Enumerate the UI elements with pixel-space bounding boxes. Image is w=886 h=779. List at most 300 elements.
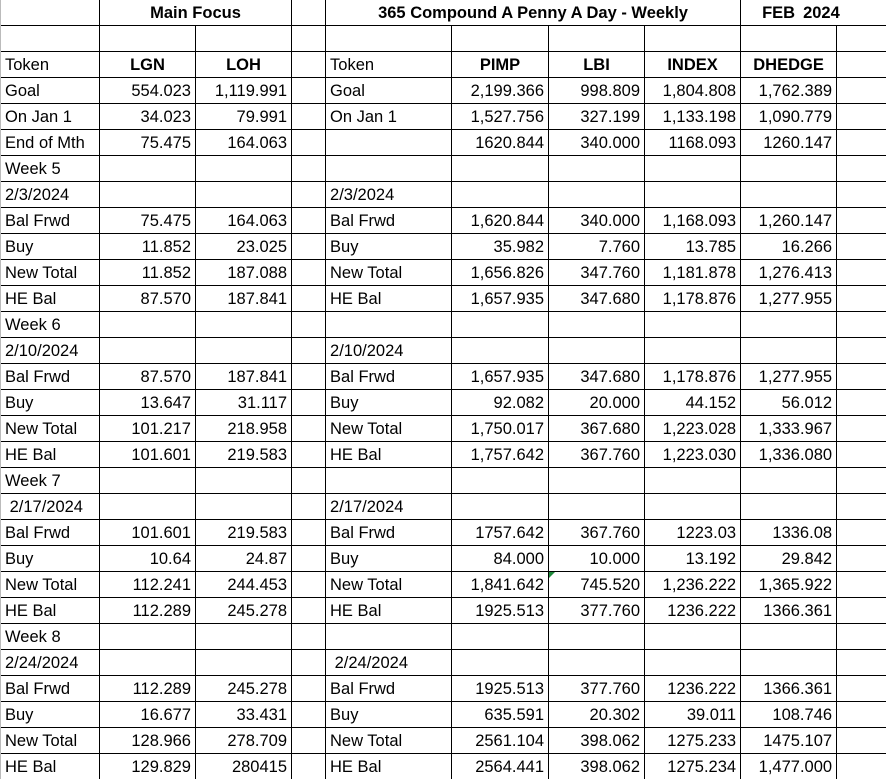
value-cell[interactable]: 377.760 — [549, 598, 645, 624]
row-label[interactable]: Bal Frwd — [326, 520, 452, 546]
week-date-right[interactable]: 2/3/2024 — [326, 182, 452, 208]
value-cell[interactable]: 1757.642 — [452, 520, 549, 546]
empty-cell[interactable] — [549, 156, 645, 182]
value-cell[interactable]: 1,757.642 — [452, 442, 549, 468]
value-cell[interactable]: 1,276.413 — [741, 260, 837, 286]
value-cell[interactable]: 187.088 — [196, 260, 292, 286]
empty-cell[interactable] — [837, 52, 886, 78]
empty-cell[interactable] — [837, 520, 886, 546]
row-label[interactable]: On Jan 1 — [1, 104, 100, 130]
main-focus-title[interactable]: Main Focus — [100, 0, 292, 26]
value-cell[interactable]: 635.591 — [452, 702, 549, 728]
value-cell[interactable]: 56.012 — [741, 390, 837, 416]
value-cell[interactable]: 219.583 — [196, 520, 292, 546]
value-cell[interactable]: 1,841.642 — [452, 572, 549, 598]
value-cell[interactable]: 7.760 — [549, 234, 645, 260]
empty-cell[interactable] — [452, 182, 549, 208]
value-cell[interactable]: 347.680 — [549, 364, 645, 390]
empty-cell[interactable] — [292, 442, 326, 468]
empty-cell[interactable] — [196, 650, 292, 676]
empty-cell[interactable] — [196, 312, 292, 338]
value-cell[interactable]: 1,365.922 — [741, 572, 837, 598]
row-label[interactable]: Buy — [326, 546, 452, 572]
value-cell[interactable]: 1620.844 — [452, 130, 549, 156]
row-label[interactable]: New Total — [1, 728, 100, 754]
empty-cell[interactable] — [549, 26, 645, 52]
value-cell[interactable]: 13.192 — [645, 546, 741, 572]
week-label[interactable]: Week 6 — [1, 312, 100, 338]
row-label[interactable]: Bal Frwd — [1, 208, 100, 234]
empty-cell[interactable] — [549, 650, 645, 676]
value-cell[interactable]: 367.760 — [549, 520, 645, 546]
value-cell[interactable]: 1,750.017 — [452, 416, 549, 442]
empty-cell[interactable] — [837, 754, 886, 779]
value-cell[interactable]: 128.966 — [100, 728, 196, 754]
empty-cell[interactable] — [292, 104, 326, 130]
value-cell[interactable]: 367.680 — [549, 416, 645, 442]
value-cell[interactable]: 101.601 — [100, 442, 196, 468]
empty-cell[interactable] — [292, 312, 326, 338]
value-cell[interactable]: 92.082 — [452, 390, 549, 416]
value-cell[interactable]: 101.601 — [100, 520, 196, 546]
empty-cell[interactable] — [837, 442, 886, 468]
row-label[interactable]: New Total — [326, 416, 452, 442]
row-label[interactable]: Bal Frwd — [326, 364, 452, 390]
empty-cell[interactable] — [837, 312, 886, 338]
summary-row — [1, 78, 886, 104]
value-cell[interactable]: 1,336.080 — [741, 442, 837, 468]
column-header-index[interactable]: INDEX — [645, 52, 741, 78]
row-label[interactable]: New Total — [1, 260, 100, 286]
empty-cell[interactable] — [549, 624, 645, 650]
empty-cell[interactable] — [645, 156, 741, 182]
value-cell[interactable]: 340.000 — [549, 208, 645, 234]
row-label[interactable]: New Total — [1, 416, 100, 442]
row-label[interactable]: New Total — [326, 572, 452, 598]
week-date-right[interactable]: 2/17/2024 — [326, 494, 452, 520]
row-label[interactable]: Bal Frwd — [1, 364, 100, 390]
empty-cell[interactable] — [100, 338, 196, 364]
value-cell[interactable]: 998.809 — [549, 78, 645, 104]
empty-cell[interactable] — [837, 234, 886, 260]
week-date-left[interactable]: 2/10/2024 — [1, 338, 100, 364]
value-cell[interactable]: 1,657.935 — [452, 364, 549, 390]
month-year-label[interactable] — [741, 0, 886, 26]
value-cell[interactable]: 1,477.000 — [741, 754, 837, 779]
value-cell[interactable]: 1223.03 — [645, 520, 741, 546]
week-label[interactable]: Week 8 — [1, 624, 100, 650]
column-header-pimp[interactable]: PIMP — [452, 52, 549, 78]
column-header-dhedge[interactable]: DHEDGE — [741, 52, 837, 78]
empty-cell[interactable] — [100, 182, 196, 208]
empty-cell[interactable] — [549, 338, 645, 364]
row-label[interactable]: Bal Frwd — [1, 520, 100, 546]
value-cell[interactable]: 398.062 — [549, 754, 645, 779]
value-cell[interactable]: 75.475 — [100, 130, 196, 156]
empty-cell[interactable] — [837, 546, 886, 572]
value-cell[interactable]: 164.063 — [196, 130, 292, 156]
value-cell[interactable]: 16.266 — [741, 234, 837, 260]
empty-cell[interactable] — [645, 182, 741, 208]
empty-cell[interactable] — [196, 156, 292, 182]
value-cell[interactable]: 10.000 — [549, 546, 645, 572]
empty-cell[interactable] — [837, 702, 886, 728]
empty-cell[interactable] — [549, 494, 645, 520]
empty-cell[interactable] — [292, 286, 326, 312]
empty-cell[interactable] — [292, 364, 326, 390]
empty-cell[interactable] — [292, 338, 326, 364]
week-label-row — [1, 156, 886, 182]
empty-cell[interactable] — [452, 26, 549, 52]
week-label[interactable]: Week 5 — [1, 156, 100, 182]
empty-cell[interactable] — [452, 624, 549, 650]
value-cell[interactable]: 1168.093 — [645, 130, 741, 156]
empty-cell[interactable] — [837, 676, 886, 702]
value-cell[interactable]: 112.289 — [100, 598, 196, 624]
row-label[interactable]: HE Bal — [1, 286, 100, 312]
value-cell[interactable]: 327.199 — [549, 104, 645, 130]
row-label[interactable]: Buy — [326, 234, 452, 260]
token-header[interactable]: Token — [326, 52, 452, 78]
value-cell[interactable]: 278.709 — [196, 728, 292, 754]
week-label[interactable]: Week 7 — [1, 468, 100, 494]
empty-cell[interactable] — [292, 650, 326, 676]
empty-cell[interactable] — [645, 650, 741, 676]
value-cell[interactable]: 34.023 — [100, 104, 196, 130]
empty-cell[interactable] — [837, 260, 886, 286]
column-header-lbi[interactable]: LBI — [549, 52, 645, 78]
value-cell[interactable]: 1,762.389 — [741, 78, 837, 104]
row-label[interactable]: Goal — [1, 78, 100, 104]
empty-cell[interactable] — [292, 546, 326, 572]
empty-cell[interactable] — [292, 0, 326, 26]
empty-cell[interactable] — [292, 234, 326, 260]
value-cell[interactable]: 1275.234 — [645, 754, 741, 779]
row-label[interactable]: Buy — [1, 390, 100, 416]
value-cell[interactable]: 1236.222 — [645, 676, 741, 702]
empty-cell[interactable] — [292, 416, 326, 442]
value-cell[interactable]: 1,620.844 — [452, 208, 549, 234]
row-label[interactable]: HE Bal — [326, 598, 452, 624]
row-label[interactable]: Buy — [326, 702, 452, 728]
row-label[interactable]: Buy — [1, 234, 100, 260]
empty-cell[interactable] — [837, 130, 886, 156]
value-cell[interactable]: 1925.513 — [452, 676, 549, 702]
empty-cell[interactable] — [292, 182, 326, 208]
row-label[interactable]: HE Bal — [326, 442, 452, 468]
empty-cell[interactable] — [452, 312, 549, 338]
empty-cell[interactable] — [292, 78, 326, 104]
value-cell[interactable]: 280415 — [196, 754, 292, 779]
empty-cell[interactable] — [645, 468, 741, 494]
empty-cell[interactable] — [549, 468, 645, 494]
row-label[interactable]: Goal — [326, 78, 452, 104]
value-cell[interactable]: 1336.08 — [741, 520, 837, 546]
week-data-row — [1, 260, 886, 286]
value-cell[interactable]: 1260.147 — [741, 130, 837, 156]
empty-cell[interactable] — [326, 468, 452, 494]
row-label[interactable]: Bal Frwd — [326, 676, 452, 702]
empty-cell[interactable] — [292, 754, 326, 779]
value-cell[interactable]: 75.475 — [100, 208, 196, 234]
value-cell[interactable]: 1236.222 — [645, 598, 741, 624]
value-cell[interactable]: 1,090.779 — [741, 104, 837, 130]
empty-cell[interactable] — [645, 624, 741, 650]
empty-cell[interactable] — [741, 338, 837, 364]
value-cell[interactable]: 11.852 — [100, 234, 196, 260]
empty-cell[interactable] — [741, 624, 837, 650]
value-cell[interactable]: 2,199.366 — [452, 78, 549, 104]
empty-cell[interactable] — [452, 468, 549, 494]
empty-cell[interactable] — [741, 26, 837, 52]
value-cell[interactable]: 11.852 — [100, 260, 196, 286]
empty-cell[interactable] — [292, 572, 326, 598]
value-cell[interactable]: 1,804.808 — [645, 78, 741, 104]
empty-cell[interactable] — [326, 156, 452, 182]
empty-cell[interactable] — [292, 26, 326, 52]
token-header[interactable]: Token — [1, 52, 100, 78]
empty-cell[interactable] — [100, 624, 196, 650]
row-label[interactable] — [326, 130, 452, 156]
empty-cell[interactable] — [837, 364, 886, 390]
value-cell[interactable]: 33.431 — [196, 702, 292, 728]
value-cell[interactable]: 13.647 — [100, 390, 196, 416]
value-cell[interactable]: 1,223.028 — [645, 416, 741, 442]
value-cell[interactable]: 398.062 — [549, 728, 645, 754]
row-label[interactable]: HE Bal — [326, 286, 452, 312]
row-label[interactable]: On Jan 1 — [326, 104, 452, 130]
week-date-left[interactable]: 2/17/2024 — [1, 494, 100, 520]
empty-cell[interactable] — [837, 208, 886, 234]
row-label[interactable]: HE Bal — [326, 754, 452, 779]
value-cell[interactable]: 187.841 — [196, 286, 292, 312]
row-label[interactable]: New Total — [1, 572, 100, 598]
empty-cell[interactable] — [100, 494, 196, 520]
value-cell[interactable]: 340.000 — [549, 130, 645, 156]
value-cell[interactable]: 16.677 — [100, 702, 196, 728]
week-date-left[interactable]: 2/24/2024 — [1, 650, 100, 676]
value-cell[interactable]: 367.760 — [549, 442, 645, 468]
empty-cell[interactable] — [741, 182, 837, 208]
empty-cell[interactable] — [292, 260, 326, 286]
empty-cell[interactable] — [326, 624, 452, 650]
week-date-right[interactable]: 2/24/2024 — [326, 650, 452, 676]
empty-cell[interactable] — [837, 26, 886, 52]
value-cell[interactable]: 1,168.093 — [645, 208, 741, 234]
value-cell[interactable]: 13.785 — [645, 234, 741, 260]
empty-cell[interactable] — [452, 156, 549, 182]
empty-cell[interactable] — [100, 468, 196, 494]
empty-cell[interactable] — [292, 468, 326, 494]
empty-cell[interactable] — [837, 650, 886, 676]
value-cell[interactable]: 2564.441 — [452, 754, 549, 779]
row-label[interactable]: HE Bal — [1, 442, 100, 468]
empty-cell[interactable] — [837, 598, 886, 624]
empty-cell[interactable] — [326, 312, 452, 338]
value-cell[interactable]: 1,260.147 — [741, 208, 837, 234]
value-cell[interactable]: 219.583 — [196, 442, 292, 468]
empty-cell[interactable] — [837, 572, 886, 598]
value-cell[interactable]: 79.991 — [196, 104, 292, 130]
compound-title[interactable]: 365 Compound A Penny A Day - Weekly — [326, 0, 741, 26]
value-cell[interactable]: 1366.361 — [741, 598, 837, 624]
empty-cell[interactable] — [645, 494, 741, 520]
value-cell[interactable]: 20.302 — [549, 702, 645, 728]
empty-cell[interactable] — [837, 156, 886, 182]
row-label[interactable]: HE Bal — [1, 598, 100, 624]
empty-cell[interactable] — [452, 650, 549, 676]
value-cell[interactable]: 347.760 — [549, 260, 645, 286]
empty-cell[interactable] — [196, 182, 292, 208]
empty-cell[interactable] — [292, 130, 326, 156]
empty-cell[interactable] — [741, 494, 837, 520]
value-cell[interactable]: 1,178.876 — [645, 364, 741, 390]
row-label[interactable]: Bal Frwd — [326, 208, 452, 234]
value-cell[interactable]: 101.217 — [100, 416, 196, 442]
empty-cell[interactable] — [292, 676, 326, 702]
empty-cell[interactable] — [292, 520, 326, 546]
value-cell[interactable]: 244.453 — [196, 572, 292, 598]
empty-cell[interactable] — [292, 598, 326, 624]
value-cell[interactable]: 1925.513 — [452, 598, 549, 624]
empty-cell[interactable] — [837, 104, 886, 130]
title-row — [1, 0, 886, 26]
empty-cell[interactable] — [292, 390, 326, 416]
empty-cell[interactable] — [196, 494, 292, 520]
column-header-lgn[interactable]: LGN — [100, 52, 196, 78]
value-cell[interactable]: 1,657.935 — [452, 286, 549, 312]
value-cell[interactable]: 129.829 — [100, 754, 196, 779]
value-cell[interactable]: 1,133.198 — [645, 104, 741, 130]
week-data-row — [1, 546, 886, 572]
empty-cell[interactable] — [549, 312, 645, 338]
empty-cell[interactable] — [837, 494, 886, 520]
empty-cell[interactable] — [100, 312, 196, 338]
value-cell[interactable]: 745.520 — [549, 572, 645, 598]
empty-cell[interactable] — [452, 338, 549, 364]
value-cell[interactable]: 108.746 — [741, 702, 837, 728]
value-cell[interactable]: 1,333.967 — [741, 416, 837, 442]
value-cell[interactable]: 1,236.222 — [645, 572, 741, 598]
row-label[interactable]: End of Mth — [1, 130, 100, 156]
value-cell[interactable]: 245.278 — [196, 676, 292, 702]
row-label[interactable]: Buy — [1, 702, 100, 728]
empty-cell[interactable] — [292, 702, 326, 728]
value-cell[interactable]: 20.000 — [549, 390, 645, 416]
row-label[interactable]: Buy — [1, 546, 100, 572]
row-label[interactable]: New Total — [326, 728, 452, 754]
value-cell[interactable]: 29.842 — [741, 546, 837, 572]
value-cell[interactable]: 1,656.826 — [452, 260, 549, 286]
value-cell[interactable]: 1,178.876 — [645, 286, 741, 312]
empty-cell[interactable] — [741, 468, 837, 494]
empty-cell[interactable] — [837, 182, 886, 208]
empty-cell[interactable] — [196, 338, 292, 364]
empty-cell[interactable] — [292, 156, 326, 182]
week-date-right[interactable]: 2/10/2024 — [326, 338, 452, 364]
value-cell[interactable]: 554.023 — [100, 78, 196, 104]
empty-cell[interactable] — [741, 312, 837, 338]
row-label[interactable]: HE Bal — [1, 754, 100, 779]
value-cell[interactable]: 1475.107 — [741, 728, 837, 754]
empty-cell[interactable] — [326, 26, 452, 52]
value-cell[interactable]: 35.982 — [452, 234, 549, 260]
empty-cell[interactable] — [196, 624, 292, 650]
value-cell[interactable]: 1,223.030 — [645, 442, 741, 468]
empty-cell[interactable] — [196, 468, 292, 494]
week-date-left[interactable]: 2/3/2024 — [1, 182, 100, 208]
value-cell[interactable]: 31.117 — [196, 390, 292, 416]
value-cell[interactable]: 87.570 — [100, 286, 196, 312]
empty-cell[interactable] — [837, 286, 886, 312]
empty-cell[interactable] — [837, 416, 886, 442]
value-cell[interactable]: 347.680 — [549, 286, 645, 312]
empty-cell[interactable] — [1, 0, 100, 26]
empty-cell[interactable] — [837, 624, 886, 650]
empty-cell[interactable] — [1, 26, 100, 52]
row-label[interactable]: New Total — [326, 260, 452, 286]
empty-cell[interactable] — [645, 312, 741, 338]
empty-cell[interactable] — [292, 494, 326, 520]
value-cell[interactable]: 112.241 — [100, 572, 196, 598]
empty-cell[interactable] — [837, 728, 886, 754]
value-cell[interactable]: 1,277.955 — [741, 364, 837, 390]
empty-cell[interactable] — [741, 156, 837, 182]
empty-cell[interactable] — [837, 78, 886, 104]
value-cell[interactable]: 1366.361 — [741, 676, 837, 702]
empty-cell[interactable] — [100, 26, 196, 52]
empty-cell[interactable] — [196, 26, 292, 52]
empty-cell[interactable] — [292, 728, 326, 754]
value-cell[interactable]: 87.570 — [100, 364, 196, 390]
value-cell[interactable]: 24.87 — [196, 546, 292, 572]
empty-cell[interactable] — [645, 26, 741, 52]
value-cell[interactable]: 187.841 — [196, 364, 292, 390]
row-label[interactable]: Buy — [326, 390, 452, 416]
empty-cell[interactable] — [837, 338, 886, 364]
empty-cell[interactable] — [100, 156, 196, 182]
empty-cell[interactable] — [837, 390, 886, 416]
empty-cell[interactable] — [741, 650, 837, 676]
row-label[interactable]: Bal Frwd — [1, 676, 100, 702]
empty-cell[interactable] — [549, 182, 645, 208]
empty-cell[interactable] — [837, 468, 886, 494]
value-cell[interactable]: 84.000 — [452, 546, 549, 572]
value-cell[interactable]: 1,181.878 — [645, 260, 741, 286]
value-cell[interactable]: 23.025 — [196, 234, 292, 260]
empty-cell[interactable] — [292, 52, 326, 78]
empty-cell[interactable] — [292, 208, 326, 234]
value-cell[interactable]: 164.063 — [196, 208, 292, 234]
value-cell[interactable]: 377.760 — [549, 676, 645, 702]
value-cell[interactable]: 44.152 — [645, 390, 741, 416]
value-cell[interactable]: 245.278 — [196, 598, 292, 624]
value-cell[interactable]: 1275.233 — [645, 728, 741, 754]
value-cell[interactable]: 218.958 — [196, 416, 292, 442]
value-cell[interactable]: 112.289 — [100, 676, 196, 702]
empty-cell[interactable] — [645, 338, 741, 364]
empty-cell[interactable] — [292, 624, 326, 650]
empty-cell[interactable] — [100, 650, 196, 676]
value-cell[interactable]: 10.64 — [100, 546, 196, 572]
value-cell[interactable]: 2561.104 — [452, 728, 549, 754]
value-cell[interactable]: 1,527.756 — [452, 104, 549, 130]
empty-cell[interactable] — [452, 494, 549, 520]
value-cell[interactable]: 1,119.991 — [196, 78, 292, 104]
column-header-loh[interactable]: LOH — [196, 52, 292, 78]
value-cell[interactable]: 1,277.955 — [741, 286, 837, 312]
value-cell[interactable]: 39.011 — [645, 702, 741, 728]
